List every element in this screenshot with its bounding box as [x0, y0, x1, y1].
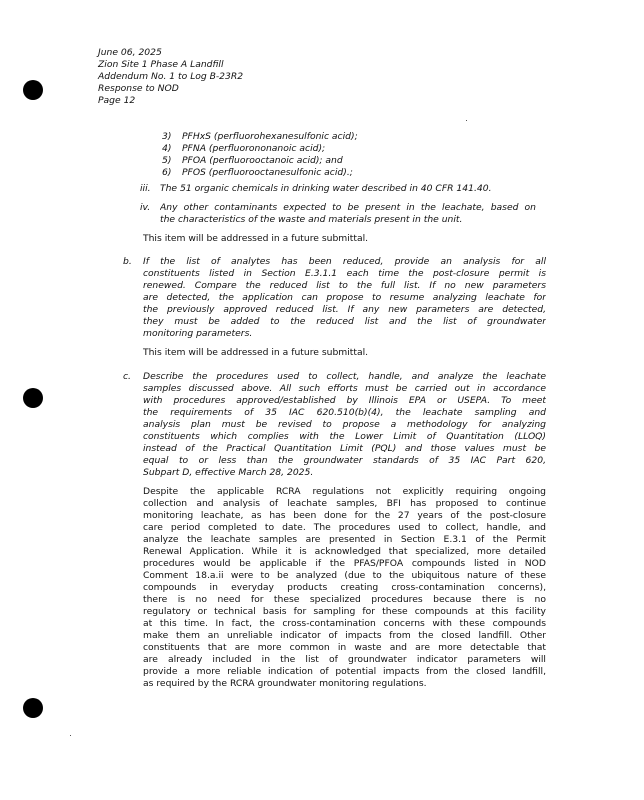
text-line: there is no need for these specialized procedures because there is no: [143, 594, 546, 605]
text-line: procedures would be applicable if the PFAS/PFOA compounds listed in NOD: [143, 558, 546, 569]
list-number: 4): [162, 143, 172, 154]
punch-hole-middle: [23, 388, 43, 408]
text-line: monitoring parameters.: [143, 328, 253, 339]
text-line: renewed. Compare the reduced list to the full list. If no new parameters: [143, 280, 546, 291]
roman-item-iv: [140, 202, 536, 226]
text-line: regulatory or technical basis for sampling for these compounds at this facility: [143, 606, 546, 617]
list-text: PFOA (perfluorooctanoic acid); and: [182, 155, 343, 166]
text-line: make them an unreliable indicator of impacts from the closed landfill. Other: [143, 630, 546, 641]
roman-item-iii: [140, 183, 532, 195]
list-number: 3): [162, 131, 172, 142]
text-line: instead of the Practical Quantitation Limit (PQL) and those values must be: [143, 443, 546, 454]
text-line: equal to or less than the groundwater standards of 35 IAC Part 620,: [143, 455, 546, 466]
list-number: 5): [162, 155, 172, 166]
item-b: [123, 256, 546, 340]
header-page: Page 12: [98, 95, 136, 106]
list-item: [162, 131, 358, 143]
header-addendum: Addendum No. 1 to Log B-23R2: [98, 71, 244, 82]
header-subject: Response to NOD: [98, 83, 179, 94]
header-date: June 06, 2025: [98, 47, 162, 58]
list-item: [162, 143, 358, 155]
text-line: care period completed to date. The procedures used to collect, handle, and: [143, 522, 546, 533]
pfas-list: [162, 131, 358, 179]
text-line: Comment 18.a.ii were to be analyzed (due to the ubiquitous nature of these: [143, 570, 546, 581]
text-line: If the list of analytes has been reduced, provide an analysis for all: [143, 256, 546, 267]
punch-hole-bottom: [23, 698, 43, 718]
text-line: Describe the procedures used to collect, handle, and analyze the leachate: [143, 371, 546, 382]
list-item: [162, 167, 358, 179]
text-line: analysis plan must be revised to propose a methodology for analyzing: [143, 419, 546, 430]
item-c: [123, 371, 546, 479]
list-text: PFOS (perfluorooctanesulfonic acid).;: [182, 167, 353, 178]
text-line: constituents listed in Section E.3.1.1 each time the post-closure permit is: [143, 268, 546, 279]
item-label: b.: [123, 256, 132, 267]
roman-label: iii.: [140, 183, 151, 194]
list-item: [162, 155, 358, 167]
text-line: constituents which complies with the Lower Limit of Quantitation (LLOQ): [143, 431, 546, 442]
text-line: analyze the leachate samples are presented in Section E.3.1 of the Permit: [143, 534, 546, 545]
text-line: Despite the applicable RCRA regulations not explicitly requiring ongoing: [143, 486, 546, 497]
letter-header: [98, 47, 243, 107]
header-site: Zion Site 1 Phase A Landfill: [98, 59, 224, 70]
list-text: PFNA (perfluorononanoic acid);: [182, 143, 326, 154]
text-line: as required by the RCRA groundwater monitoring regulations.: [143, 678, 427, 689]
roman-text-line: the characteristics of the waste and materials present in the unit.: [160, 214, 463, 225]
text-line: with procedures approved/established by Illinois EPA or USEPA. To meet: [143, 395, 546, 406]
roman-text: The 51 organic chemicals in drinking water described in 40 CFR 141.40.: [160, 183, 492, 194]
text-line: samples discussed above. All such efforts must be carried out in accordance: [143, 383, 546, 394]
text-line: at this time. In fact, the cross-contamination concerns with these compounds: [143, 618, 546, 629]
text-line: are detected, the application can propose to resume analyzing leachate for: [143, 292, 546, 303]
text-line: the requirements of 35 IAC 620.510(b)(4), the leachate sampling and: [143, 407, 546, 418]
list-number: 6): [162, 167, 172, 178]
roman-text-line: Any other contaminants expected to be present in the leachate, based on: [160, 202, 536, 213]
response-text: This item will be addressed in a future submittal.: [143, 347, 369, 358]
scan-speck: [70, 735, 71, 736]
text-line: constituents that are more common in waste and are more detectable that: [143, 642, 546, 653]
text-line: monitoring leachate, as has been done for the 27 years of the post-closure: [143, 510, 546, 521]
text-line: collection and analysis of leachate samples, BFI has proposed to continue: [143, 498, 546, 509]
roman-label: iv.: [140, 202, 151, 213]
scan-speck: [466, 120, 467, 121]
punch-hole-top: [23, 80, 43, 100]
list-text: PFHxS (perfluorohexanesulfonic acid);: [182, 131, 358, 142]
response-paragraph: [143, 486, 546, 690]
text-line: are already included in the list of groundwater indicator parameters will: [143, 654, 546, 665]
text-line: they must be added to the reduced list and the list of groundwater: [143, 316, 546, 327]
text-line: Subpart D, effective March 28, 2025.: [143, 467, 314, 478]
response-text: This item will be addressed in a future submittal.: [143, 233, 369, 244]
text-line: Renewal Application. While it is acknowledged that specialized, more detailed: [143, 546, 546, 557]
text-line: provide a more reliable indication of potential impacts from the closed landfill,: [143, 666, 546, 677]
text-line: the previously approved reduced list. If any new parameters are detected,: [143, 304, 546, 315]
text-line: compounds in everyday products creating cross-contamination concerns),: [143, 582, 546, 593]
item-label: c.: [123, 371, 131, 382]
